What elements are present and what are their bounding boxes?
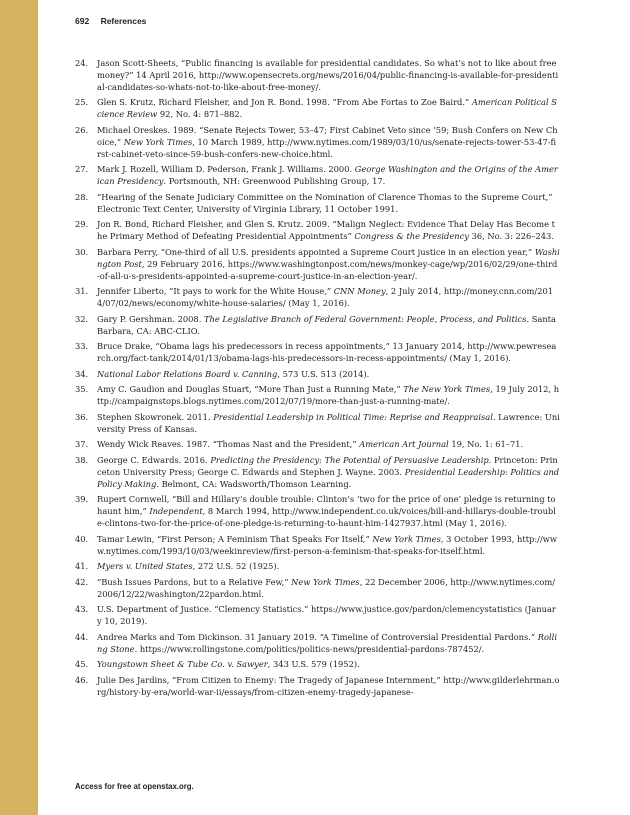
reference-title-italic: American Art Journal: [359, 439, 449, 450]
reference-number: 43.: [75, 604, 89, 615]
reference-text: [97, 534, 560, 558]
reference-title-italic: American Political Science Review: [97, 97, 557, 120]
reference-text-part: Julie Des Jardins, “From Citizen to Enemy: The Tragedy of Japanese Internment,” http://www.gilderlehrman.org/history-by-era/world-war-ii/essays/from-citizen-enemy-tragedy-japanese-: [97, 674, 560, 697]
page-number: 692: [75, 16, 90, 26]
reference-text-part: Wendy Wick Reaves. 1987. “Thomas Nast and the President,”: [97, 439, 360, 450]
reference-title-italic: National Labor Relations Board v. Canning: [97, 368, 278, 379]
reference-item: [75, 247, 560, 283]
reference-text-part: , 19 July 2012, http://campaignstops.blogs.nytimes.com/2012/07/19/more-than-just-a-running-mate/.: [97, 384, 560, 407]
reference-text-part: Jennifer Liberto, “It pays to work for the White House,”: [97, 286, 334, 297]
reference-text-part: Rupert Cornwell, “Bill and Hillary’s double trouble: Clinton’s ’two for the price of one’ pledge is returning to haunt him,”: [97, 494, 556, 517]
reference-text: [97, 659, 560, 671]
reference-number: 35.: [75, 384, 89, 395]
reference-text: [97, 125, 560, 161]
reference-number: 33.: [75, 341, 89, 352]
reference-title-italic: Congress & the Presidency: [354, 231, 469, 242]
reference-text-part: George C. Edwards. 2016.: [97, 454, 211, 465]
reference-title-italic: Predicting the Presidency: The Potential of Persuasive Leadership: [210, 454, 489, 465]
reference-text-part: , 10 March 1989, http://www.nytimes.com/1989/03/10/us/senate-rejects-tower-53-47-first-cabinet-veto-since-59-bush-confers-new-choice.html.: [97, 136, 557, 159]
reference-item: [75, 219, 560, 243]
reference-text: [97, 561, 560, 573]
section-title: References: [100, 16, 147, 26]
reference-text-part: 92, No. 4: 871–882.: [157, 109, 243, 120]
reference-number: 32.: [75, 313, 89, 324]
reference-number: 44.: [75, 631, 89, 642]
reference-text-part: , 29 February 2016, https://www.washingtonpost.com/news/monkey-cage/wp/2016/02/29/one-third-of-all-u-s-presidents-appointed-a-supreme-court-justice-in-an-election-year/.: [97, 258, 558, 281]
reference-text: [97, 219, 560, 243]
reference-item: [75, 494, 560, 530]
reference-title-italic: Independent: [149, 506, 203, 517]
reference-text-part: 19, No. 1: 61–71.: [448, 439, 524, 450]
reference-title-italic: Presidential Leadership in Political Time: Reprise and Reappraisal: [213, 411, 493, 422]
reference-text-part: Jon R. Bond, Richard Fleisher, and Glen S. Krutz. 2009. “Malign Neglect: Evidence That Delay Has Become the Primary Method of Defeating Presidential Appointments”: [97, 219, 556, 242]
reference-number: 28.: [75, 191, 89, 202]
reference-text-part: . Belmont, CA: Wadsworth/Thomson Learning.: [156, 478, 352, 489]
reference-number: 24.: [75, 58, 89, 68]
page-side-stripe: [0, 0, 38, 815]
reference-text-part: “Hearing of the Senate Judiciary Committee on the Nomination of Clarence Thomas to the Supreme Court,” Electronic Text Center, University of Virginia Library, 11 October 1991.: [97, 191, 553, 214]
reference-text-part: Mark J. Rozell, William D. Pederson, Frank J. Williams. 2000.: [97, 164, 355, 175]
reference-number: 37.: [75, 439, 89, 450]
reference-number: 36.: [75, 411, 89, 422]
reference-text-part: Barbara Perry, “One-third of all U.S. presidents appointed a Supreme Court justice in an election year,”: [97, 246, 535, 257]
reference-number: 39.: [75, 494, 89, 505]
reference-title-italic: The New York Times: [403, 384, 491, 395]
reference-text-part: Gary P. Gershman. 2008.: [97, 313, 204, 324]
reference-text: [97, 192, 560, 216]
reference-item: [75, 286, 560, 310]
reference-text-part: , 272 U.S. 52 (1925).: [192, 561, 280, 572]
reference-text: [97, 604, 560, 628]
reference-number: 30.: [75, 246, 89, 257]
page-header: [75, 16, 146, 26]
reference-text-part: 36, No. 3: 226–243.: [468, 231, 554, 242]
reference-title-italic: Presidential Leadership: Politics and Policy Making: [97, 466, 560, 489]
reference-title-italic: New York Times: [291, 576, 360, 587]
reference-number: 42.: [75, 576, 89, 587]
reference-number: 41.: [75, 561, 89, 572]
reference-text-part: Michael Oreskes. 1989. “Senate Rejects Tower, 53–47; First Cabinet Veto since ’59; Bush Confers on New Choice,”: [97, 124, 558, 147]
reference-item: [75, 341, 560, 365]
reference-text-part: Jason Scott-Sheets, “Public financing is available for presidential candidates. So what’s not to like about free money?” 14 April 2016, http://www.opensecrets.org/news/2016/04/public-financing-is-available-for-presidential-candidates-so-whats-not-to-like-about-free-money/.: [97, 58, 559, 92]
reference-item: [75, 534, 560, 558]
reference-text-part: Bruce Drake, “Obama lags his predecessors in recess appointments,” 13 January 2014, http://www.pewresearch.org/fact-tank/2014/01/13/obama-lags-his-predecessors-in-recess-appointments/ (May 1, 2016).: [97, 341, 557, 364]
reference-text-part: , 343 U.S. 579 (1952).: [267, 659, 360, 670]
reference-text-part: Andrea Marks and Tom Dickinson. 31 January 2019. “A Timeline of Controversial Presidential Pardons.”: [97, 631, 538, 642]
reference-number: 25.: [75, 97, 89, 108]
reference-text: [97, 439, 560, 451]
reference-item: [75, 455, 560, 491]
reference-text: [97, 341, 560, 365]
reference-number: 40.: [75, 533, 89, 544]
reference-item: [75, 369, 560, 381]
reference-title-italic: Youngstown Sheet & Tube Co. v. Sawyer: [97, 659, 268, 670]
reference-title-italic: Washington Post: [97, 246, 560, 269]
reference-number: 26.: [75, 124, 89, 135]
reference-number: 38.: [75, 454, 89, 465]
reference-item: [75, 439, 560, 451]
reference-item: [75, 604, 560, 628]
reference-item: [75, 659, 560, 671]
reference-item: [75, 97, 560, 121]
reference-title-italic: Rolling Stone: [97, 631, 557, 654]
reference-text-part: . Portsmouth, NH: Greenwood Publishing Group, 17.: [163, 176, 386, 187]
reference-title-italic: Myers v. United States: [97, 561, 193, 572]
reference-text-part: Tamar Lewin, “First Person; A Feminism That Speaks For Itself,”: [97, 533, 373, 544]
reference-text: [97, 384, 560, 408]
reference-text: [97, 164, 560, 188]
reference-text-part: . Lawrence: University Press of Kansas.: [97, 411, 560, 434]
reference-number: 27.: [75, 164, 89, 175]
reference-text-part: , 2 July 2014, http://money.cnn.com/2014/07/02/news/economy/white-house-salaries/ (May 1, 2016).: [97, 286, 554, 309]
reference-number: 34.: [75, 368, 89, 379]
reference-text: [97, 494, 560, 530]
reference-text: [97, 675, 560, 699]
reference-text: [97, 247, 560, 283]
reference-item: [75, 632, 560, 656]
reference-number: 31.: [75, 286, 89, 297]
reference-text: [97, 632, 560, 656]
reference-text-part: Glen S. Krutz, Richard Fleisher, and Jon R. Bond. 1998. “From Abe Fortas to Zoe Baird.”: [97, 97, 472, 108]
reference-item: [75, 675, 560, 699]
reference-text: [97, 58, 560, 94]
reference-text-part: , 573 U.S. 513 (2014).: [277, 368, 370, 379]
reference-text-part: . Princeton: Princeton University Press; George C. Edwards and Stephen J. Wayne. 2003.: [97, 454, 558, 477]
reference-item: [75, 58, 560, 94]
reference-title-italic: The Legislative Branch of Federal Government: People, Process, and Politics: [203, 313, 527, 324]
reference-title-italic: George Washington and the Origins of the American Presidency: [97, 164, 558, 187]
reference-title-italic: New York Times: [372, 533, 441, 544]
reference-text-part: , 22 December 2006, http://www.nytimes.com/2006/12/22/washington/22pardon.html.: [97, 576, 556, 599]
reference-text: [97, 369, 560, 381]
reference-text: [97, 455, 560, 491]
reference-title-italic: New York Times: [123, 136, 193, 147]
reference-text: [97, 286, 560, 310]
reference-number: 45.: [75, 659, 89, 670]
reference-item: [75, 125, 560, 161]
reference-item: [75, 577, 560, 601]
reference-text: [97, 412, 560, 436]
reference-text-part: “Bush Issues Pardons, but to a Relative Few,”: [97, 576, 292, 587]
reference-text-part: . https://www.rollingstone.com/politics/politics-news/presidential-pardons-787452/.: [134, 643, 485, 654]
reference-item: [75, 412, 560, 436]
reference-text: [97, 97, 560, 121]
reference-text-part: U.S. Department of Justice. “Clemency Statistics.” https://www.justice.gov/pardon/clemencystatistics (January 10, 2019).: [97, 604, 556, 627]
reference-item: [75, 314, 560, 338]
reference-item: [75, 192, 560, 216]
reference-title-italic: CNN Money: [333, 286, 386, 297]
reference-text-part: Stephen Skowronek. 2011.: [97, 411, 214, 422]
reference-text-part: Amy C. Gaudion and Douglas Stuart, “More Than Just a Running Mate,”: [97, 384, 404, 395]
reference-number: 46.: [75, 674, 89, 685]
reference-text: [97, 577, 560, 601]
reference-item: [75, 164, 560, 188]
reference-item: [75, 561, 560, 573]
reference-item: [75, 384, 560, 408]
reference-list: [75, 58, 560, 702]
reference-number: 29.: [75, 219, 89, 230]
reference-text: [97, 314, 560, 338]
reference-text-part: , 3 October 1993, http://www.nytimes.com/1993/10/03/weekinreview/first-person-a-feminism-that-speaks-for-itself.html.: [97, 533, 557, 556]
page-footer: Access for free at openstax.org.: [75, 782, 194, 791]
reference-text-part: , 8 March 1994, http://www.independent.co.uk/voices/bill-and-hillarys-double-trouble-clintons-two-for-the-price-of-one-pledge-is-returning-to-haunt-him-1427937.html (May 1, 2016).: [97, 506, 556, 529]
reference-text-part: . Santa Barbara, CA: ABC-CLIO.: [97, 313, 556, 336]
